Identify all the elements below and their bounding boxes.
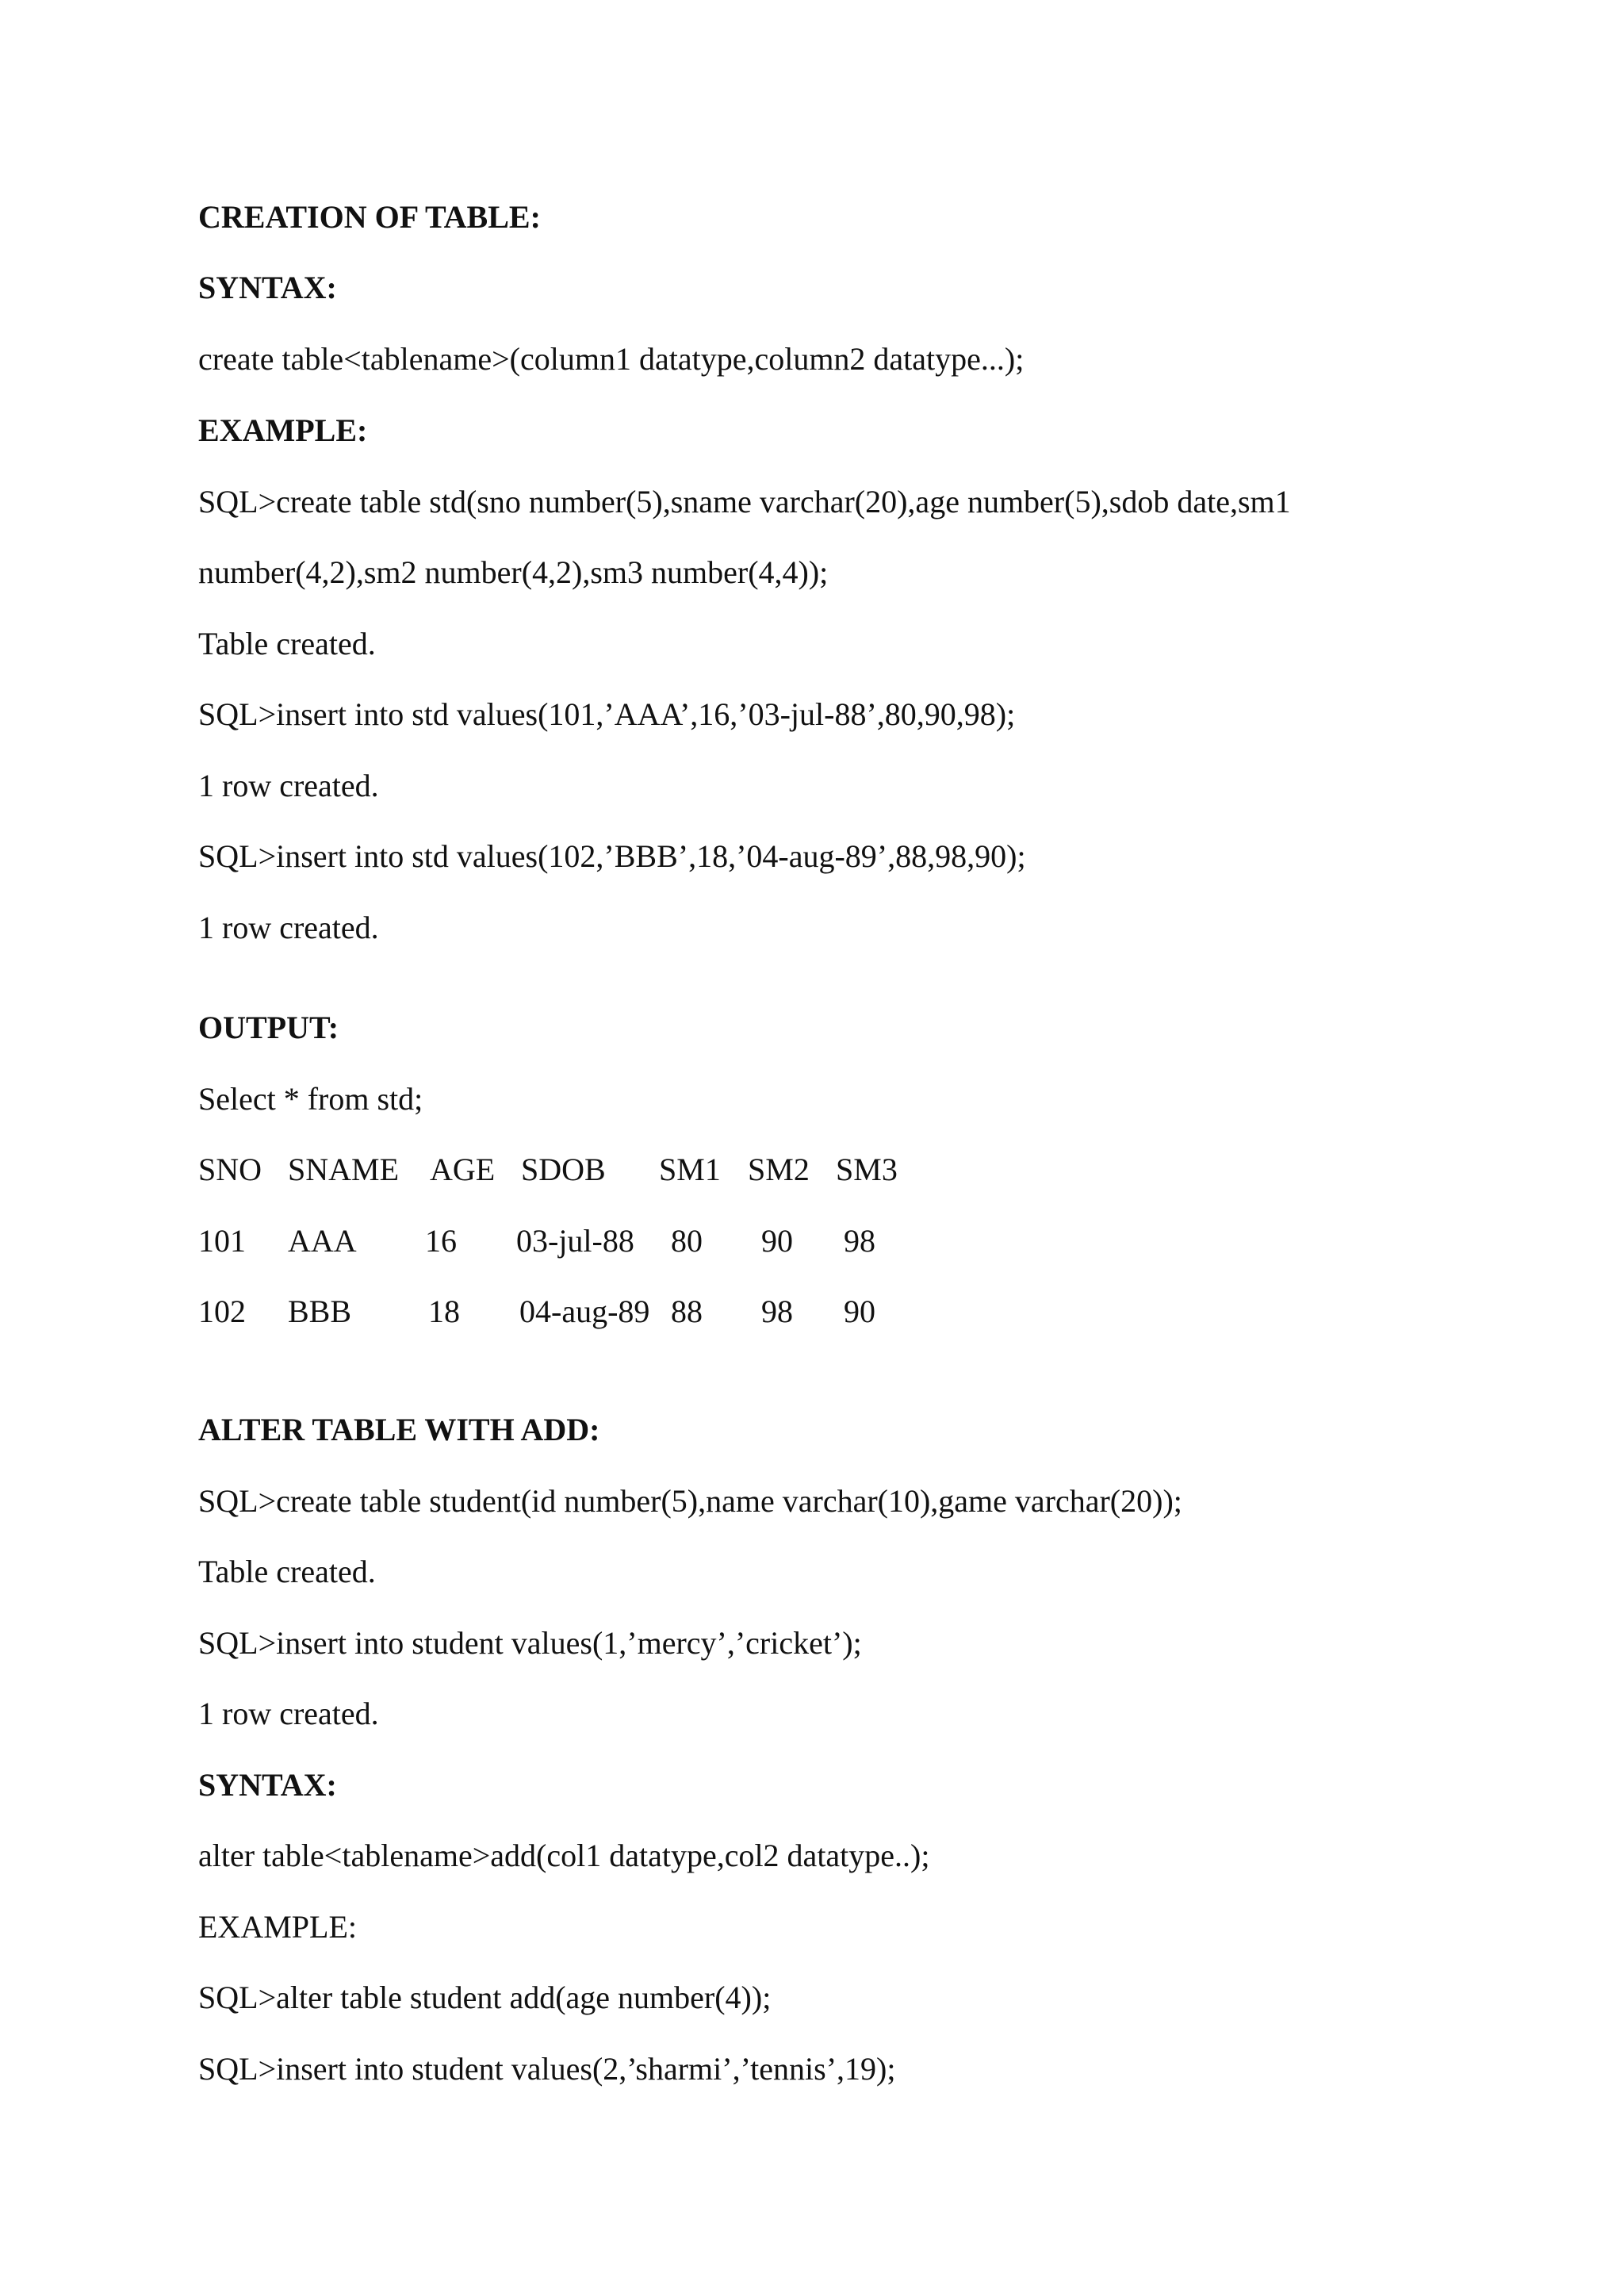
sql-line: SQL>alter table student add(age number(4)); [198,1980,772,2015]
sql-line: SQL>insert into std values(102,’BBB’,18,’04-aug-89’,88,98,90); [198,838,1026,874]
sql-line: SQL>create table std(sno number(5),sname varchar(20),age number(5),sdob date,sm1 [198,484,1291,519]
heading-creation-of-table: CREATION OF TABLE: [198,199,541,235]
syntax-text: alter table<tablename>add(col1 datatype,col2 datatype..); [198,1838,930,1873]
output-label: OUTPUT: [198,1010,339,1045]
output-table-header [198,1151,991,1189]
column-header: SNAME [288,1152,400,1187]
table-cell: 90 [844,1294,875,1329]
table-cell: 102 [198,1294,246,1329]
table-cell: 16 [425,1223,457,1259]
sql-line: SQL>insert into student values(2,’sharmi’,’tennis’,19); [198,2051,896,2087]
table-cell: 18 [428,1294,460,1329]
sql-line: SQL>insert into student values(1,’mercy’,’cricket’); [198,1625,862,1661]
table-cell: 03-jul-88 [516,1223,634,1259]
query-line: Select * from std; [198,1081,423,1117]
result-line: Table created. [198,626,376,661]
heading-alter-table-with-add: ALTER TABLE WITH ADD: [198,1412,600,1447]
syntax-label: SYNTAX: [198,1767,337,1803]
table-row [198,1222,991,1260]
table-cell: 88 [671,1294,703,1329]
syntax-text: create table<tablename>(column1 datatype,column2 datatype...); [198,341,1025,377]
column-header: SDOB [521,1152,606,1187]
table-cell: 80 [671,1223,703,1259]
column-header: SM2 [748,1152,810,1187]
table-cell: BBB [288,1294,352,1329]
result-line: 1 row created. [198,910,379,945]
syntax-label: SYNTAX: [198,270,337,305]
sql-line: SQL>create table student(id number(5),name varchar(10),game varchar(20)); [198,1483,1182,1519]
column-header: SM3 [836,1152,898,1187]
table-cell: 98 [761,1294,793,1329]
table-cell: 101 [198,1223,246,1259]
column-header: SNO [198,1152,262,1187]
sql-line: SQL>insert into std values(101,’AAA’,16,’03-jul-88’,80,90,98); [198,696,1016,732]
result-line: 1 row created. [198,1696,379,1731]
example-label: EXAMPLE: [198,412,368,448]
table-cell: AAA [288,1223,357,1259]
column-header: AGE [430,1152,496,1187]
column-header: SM1 [659,1152,721,1187]
result-line: 1 row created. [198,768,379,803]
table-row [198,1293,991,1331]
result-line: Table created. [198,1554,376,1589]
sql-line: number(4,2),sm2 number(4,2),sm3 number(4,4)); [198,554,829,590]
table-cell: 90 [761,1223,793,1259]
table-cell: 98 [844,1223,875,1259]
example-label: EXAMPLE: [198,1909,357,1945]
table-cell: 04-aug-89 [519,1294,650,1329]
